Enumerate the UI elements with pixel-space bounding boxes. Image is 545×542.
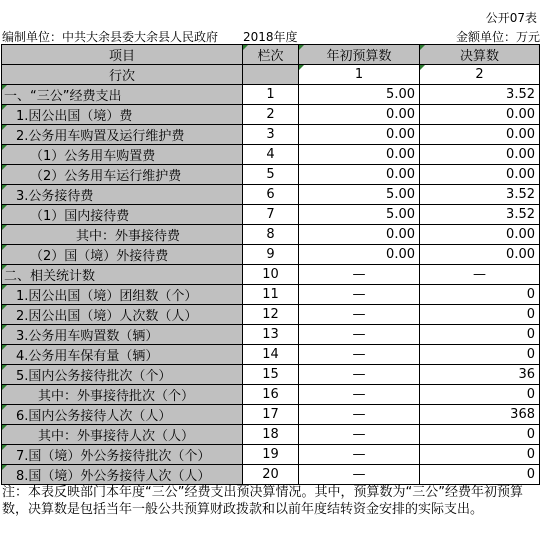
row-name: 3.公务用车购置数（辆） bbox=[2, 325, 243, 345]
row-actual: 0.00 bbox=[420, 125, 540, 145]
table-row bbox=[2, 345, 540, 365]
row-name: 二、相关统计数 bbox=[2, 265, 243, 285]
row-budget: — bbox=[299, 425, 420, 445]
row-name: 一、“三公”经费支出 bbox=[2, 85, 243, 105]
row-budget: 5.00 bbox=[299, 185, 420, 205]
row-actual: 36 bbox=[420, 365, 540, 385]
row-actual: 0 bbox=[420, 425, 540, 445]
form-number: 公开07表 bbox=[485, 11, 537, 25]
row-no: 20 bbox=[243, 465, 299, 485]
row-budget: — bbox=[299, 265, 420, 285]
row-no: 18 bbox=[243, 425, 299, 445]
table-row bbox=[2, 245, 540, 265]
row-name: （2）公务用车运行维护费 bbox=[2, 165, 243, 185]
row-budget: 0.00 bbox=[299, 105, 420, 125]
row-name: 其中：外事接待批次（个） bbox=[2, 385, 243, 405]
row-budget: 5.00 bbox=[299, 205, 420, 225]
table-row bbox=[2, 325, 540, 345]
table-row bbox=[2, 305, 540, 325]
table-row bbox=[2, 225, 540, 245]
row-name: 6.国内公务接待人次（人） bbox=[2, 405, 243, 425]
row-budget: 0.00 bbox=[299, 165, 420, 185]
row-no: 16 bbox=[243, 385, 299, 405]
row-budget: — bbox=[299, 405, 420, 425]
row-budget: — bbox=[299, 285, 420, 305]
row-no: 15 bbox=[243, 365, 299, 385]
row-actual: 0 bbox=[420, 385, 540, 405]
row-actual: — bbox=[420, 265, 540, 285]
table-row bbox=[2, 465, 540, 485]
col-header-item: 项目 bbox=[2, 45, 243, 65]
row-budget: — bbox=[299, 385, 420, 405]
row-no: 10 bbox=[243, 265, 299, 285]
row-no: 19 bbox=[243, 445, 299, 465]
row-actual: 0.00 bbox=[420, 165, 540, 185]
row-actual: 3.52 bbox=[420, 85, 540, 105]
table-row bbox=[2, 85, 540, 105]
row-name: 其中：外事接待费 bbox=[2, 225, 243, 245]
table-row bbox=[2, 365, 540, 385]
table-header-row bbox=[2, 45, 540, 65]
col-header-budget: 年初预算数 bbox=[299, 45, 420, 65]
row-no: 7 bbox=[243, 205, 299, 225]
row-no: 8 bbox=[243, 225, 299, 245]
row-no: 14 bbox=[243, 345, 299, 365]
column-index-row bbox=[2, 65, 540, 85]
row-no: 4 bbox=[243, 145, 299, 165]
row-no: 11 bbox=[243, 285, 299, 305]
row-actual: 3.52 bbox=[420, 205, 540, 225]
preparing-unit: 编制单位：中共大余县委大余县人民政府 bbox=[2, 30, 219, 44]
row-actual: 0 bbox=[420, 305, 540, 325]
row-name: 3.公务接待费 bbox=[2, 185, 243, 205]
row-name: 其中：外事接待人次（人） bbox=[2, 425, 243, 445]
row-actual: 0 bbox=[420, 465, 540, 485]
table-row bbox=[2, 265, 540, 285]
row-budget: 0.00 bbox=[299, 225, 420, 245]
row-no: 5 bbox=[243, 165, 299, 185]
table-row bbox=[2, 285, 540, 305]
report-year: 2018年度 bbox=[243, 30, 298, 44]
row-no: 1 bbox=[243, 85, 299, 105]
table-row bbox=[2, 445, 540, 465]
row-budget: — bbox=[299, 445, 420, 465]
row-name: 7.国（境）外公务接待批次（个） bbox=[2, 445, 243, 465]
row-no: 2 bbox=[243, 105, 299, 125]
row-budget: — bbox=[299, 305, 420, 325]
row-actual: 0 bbox=[420, 345, 540, 365]
row-budget: — bbox=[299, 365, 420, 385]
row-name: 4.公务用车保有量（辆） bbox=[2, 345, 243, 365]
row-actual: 368 bbox=[420, 405, 540, 425]
table-row bbox=[2, 385, 540, 405]
footnote: 注：本表反映部门本年度“三公”经费支出预决算情况。其中，预算数为“三公”经费年初预算数，决算数是包括当年一般公共预算财政拨款和以前年度结转资金安排的实际支出。 bbox=[2, 485, 523, 517]
table-row bbox=[2, 205, 540, 225]
table-row bbox=[2, 125, 540, 145]
col-index-empty bbox=[243, 65, 299, 85]
row-budget: — bbox=[299, 345, 420, 365]
table-row bbox=[2, 425, 540, 445]
row-budget: 5.00 bbox=[299, 85, 420, 105]
row-no: 17 bbox=[243, 405, 299, 425]
row-actual: 0.00 bbox=[420, 145, 540, 165]
row-budget: — bbox=[299, 325, 420, 345]
row-actual: 0 bbox=[420, 445, 540, 465]
row-no: 13 bbox=[243, 325, 299, 345]
table-row bbox=[2, 405, 540, 425]
row-name: （2）国（境）外接待费 bbox=[2, 245, 243, 265]
row-name: （1）国内接待费 bbox=[2, 205, 243, 225]
row-budget: — bbox=[299, 465, 420, 485]
col-index-label: 行次 bbox=[2, 65, 243, 85]
col-index-2: 2 bbox=[420, 65, 540, 85]
amount-unit: 金额单位：万元 bbox=[455, 30, 540, 44]
col-header-line-no: 栏次 bbox=[243, 45, 299, 65]
table-row bbox=[2, 185, 540, 205]
row-actual: 0.00 bbox=[420, 225, 540, 245]
col-header-actual: 决算数 bbox=[420, 45, 540, 65]
row-actual: 0 bbox=[420, 285, 540, 305]
row-name: 1.因公出国（境）团组数（个） bbox=[2, 285, 243, 305]
row-no: 12 bbox=[243, 305, 299, 325]
row-budget: 0.00 bbox=[299, 125, 420, 145]
row-no: 3 bbox=[243, 125, 299, 145]
row-name: 5.国内公务接待批次（个） bbox=[2, 365, 243, 385]
row-name: 1.因公出国（境）费 bbox=[2, 105, 243, 125]
row-actual: 3.52 bbox=[420, 185, 540, 205]
row-name: 8.国（境）外公务接待人次（人） bbox=[2, 465, 243, 485]
table-row bbox=[2, 165, 540, 185]
row-no: 9 bbox=[243, 245, 299, 265]
row-budget: 0.00 bbox=[299, 245, 420, 265]
row-no: 6 bbox=[243, 185, 299, 205]
row-budget: 0.00 bbox=[299, 145, 420, 165]
row-name: 2.公务用车购置及运行维护费 bbox=[2, 125, 243, 145]
table-row bbox=[2, 105, 540, 125]
col-index-1: 1 bbox=[299, 65, 420, 85]
row-name: 2.因公出国（境）人次数（人） bbox=[2, 305, 243, 325]
row-name: （1）公务用车购置费 bbox=[2, 145, 243, 165]
row-actual: 0.00 bbox=[420, 245, 540, 265]
table-row bbox=[2, 145, 540, 165]
row-actual: 0 bbox=[420, 325, 540, 345]
three-public-expense-table bbox=[1, 44, 540, 485]
report-meta bbox=[2, 28, 540, 44]
row-actual: 0.00 bbox=[420, 105, 540, 125]
